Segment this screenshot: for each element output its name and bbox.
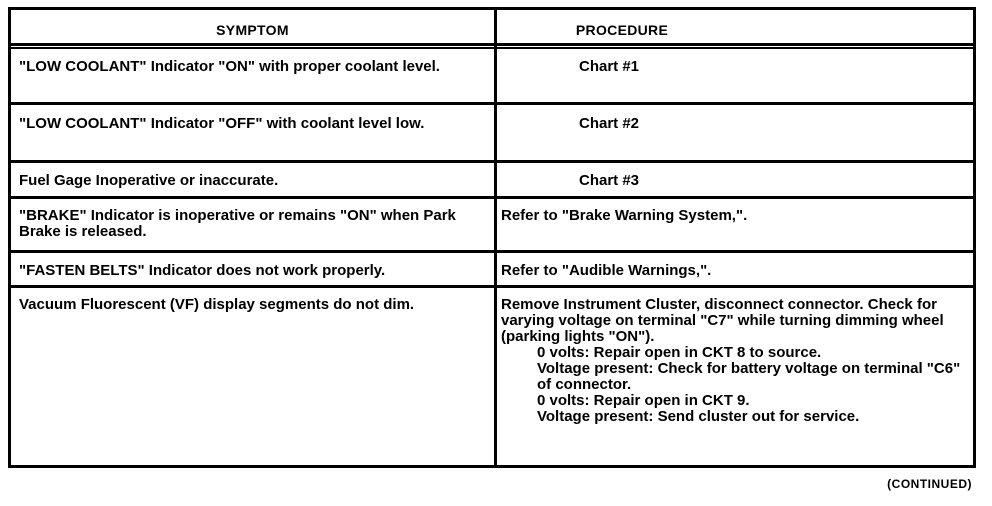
column-divider: [494, 10, 497, 465]
row-divider: [11, 250, 973, 253]
table-row-5-procedure: Refer to "Audible Warnings,".: [501, 262, 712, 279]
procedure-step-0v-ckt9: 0 volts: Repair open in CKT 9.: [537, 392, 750, 409]
header-symptom: SYMPTOM: [216, 22, 289, 38]
table-row-1-procedure: Chart #1: [579, 58, 640, 75]
table-row-4-procedure: Refer to "Brake Warning System,".: [501, 207, 748, 224]
symptom-procedure-table: [8, 7, 976, 468]
procedure-step-main: Remove Instrument Cluster, disconnect connector. Check for varying voltage on terminal "C7" while turning dimming wheel (parking lights "ON").: [501, 296, 944, 345]
row-divider: [11, 43, 973, 46]
procedure-step-0v-ckt8: 0 volts: Repair open in CKT 8 to source.: [537, 344, 822, 361]
table-row-6-procedure: [501, 297, 969, 425]
header-procedure: PROCEDURE: [575, 22, 669, 38]
table-row-4-symptom: "BRAKE" Indicator is inoperative or remains "ON" when Park Brake is released.: [19, 207, 456, 240]
row-divider: [11, 102, 973, 105]
table-row-3-procedure: Chart #3: [579, 172, 640, 189]
table-row-6-symptom: Vacuum Fluorescent (VF) display segments do not dim.: [19, 296, 415, 313]
row-divider: [11, 285, 973, 288]
row-divider: [11, 47, 973, 49]
procedure-step-send-cluster: Voltage present: Send cluster out for service.: [537, 408, 860, 425]
table-row-5-symptom: "FASTEN BELTS" Indicator does not work properly.: [19, 262, 386, 279]
table-row-2-symptom: "LOW COOLANT" Indicator "OFF" with coolant level low.: [19, 115, 425, 132]
table-row-2-procedure: Chart #2: [579, 115, 640, 132]
table-grid: [11, 10, 973, 465]
row-divider: [11, 160, 973, 163]
continued-label: (CONTINUED): [887, 477, 972, 491]
table-row-1-symptom: "LOW COOLANT" Indicator "ON" with proper coolant level.: [19, 58, 440, 75]
procedure-step-voltage-present-c6: Voltage present: Check for battery voltage on terminal "C6" of connector.: [537, 360, 961, 393]
row-divider: [11, 196, 973, 199]
table-row-3-symptom: Fuel Gage Inoperative or inaccurate.: [19, 172, 279, 189]
